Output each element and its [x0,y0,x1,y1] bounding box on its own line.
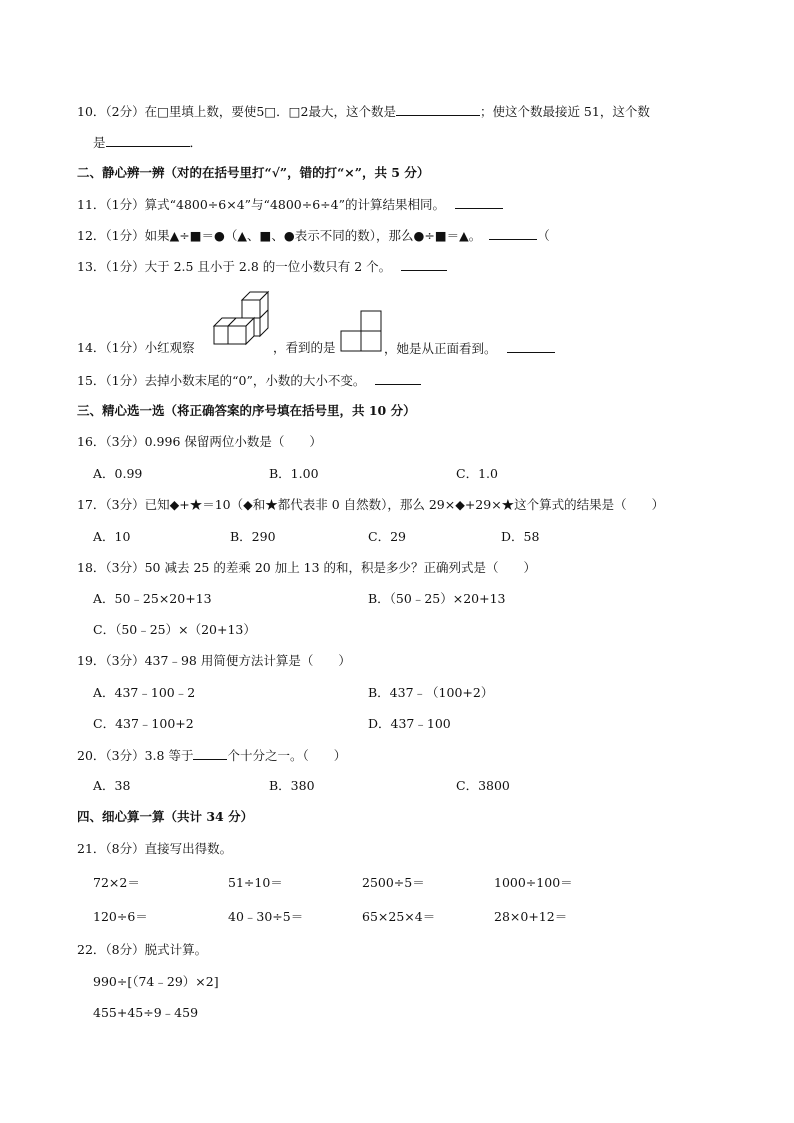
answer-blank[interactable] [401,257,447,271]
q18-option-b[interactable]: B．（50﹣25）×20+13 [368,591,506,606]
q14-text-a: 14．（1分）小红观察 [77,340,195,355]
q21-item: 72×2＝ [93,875,140,890]
q10-text-b: ；使这个数最接近 51，这个数 [479,104,650,119]
q18-option-c[interactable]: C．（50﹣25）×（20+13） [93,622,256,637]
q21-item: 65×25×4＝ [362,909,436,924]
q17-option-b[interactable]: B．290 [230,529,276,544]
q17-option-a[interactable]: A．10 [93,529,131,544]
question-15 [77,371,421,390]
q10-text-a: 10．（2分）在□里填上数，要使5□．□2最大，这个数是 [77,104,396,119]
answer-blank[interactable] [455,195,503,209]
q21-item: 40﹣30÷5＝ [228,909,304,924]
question-16-stem: 16．（3分）0.996 保留两位小数是（ ） [77,434,322,449]
question-13 [77,257,447,276]
q21-item: 2500÷5＝ [362,875,425,890]
q19-option-d[interactable]: D．437﹣100 [368,716,451,731]
q14-text-b-wrap [273,339,336,357]
answer-blank[interactable] [106,133,190,147]
question-17-stem: 17．（3分）已知◆+★＝10（◆和★都代表非 0 自然数），那么 29×◆+29×★这个算式的结果是（ ） [77,497,665,512]
q14-text-c-wrap [384,339,555,358]
q17-option-d[interactable]: D．58 [501,529,540,544]
q15-text: 15．（1分）去掉小数末尾的“0”，小数的大小不变。 [77,373,366,388]
q20-text-a: 20．（3分）3.8 等于 [77,748,194,763]
section-2-heading: 二、静心辨一辨（对的在括号里打“√”，错的打“×”，共 5 分） [77,165,430,180]
q12-paren: （ [537,228,550,243]
q10-text-d: ． [189,135,203,150]
q18-option-a[interactable]: A．50﹣25×20+13 [93,591,212,606]
question-22-stem: 22．（8分）脱式计算。 [77,942,208,957]
q20-option-b[interactable]: B．380 [269,778,315,793]
question-11 [77,195,503,214]
q21-item: 28×0+12＝ [494,909,568,924]
q22-expression-2: 455+45÷9﹣459 [93,1005,199,1020]
q20-option-a[interactable]: A．38 [93,778,131,793]
q21-item: 120÷6＝ [93,909,148,924]
question-18-stem: 18．（3分）50 减去 25 的差乘 20 加上 13 的和，积是多少？正确列式是（ ） [77,560,537,575]
answer-blank[interactable] [375,371,421,385]
section-4-heading: 四、细心算一算（共计 34 分） [77,809,254,824]
question-20-stem [77,746,346,765]
q21-item: 1000÷100＝ [494,875,573,890]
question-19-stem: 19．（3分）437﹣98 用简便方法计算是（ ） [77,653,351,668]
q10-text-c: 是 [93,135,106,150]
q17-option-c[interactable]: C．29 [368,529,406,544]
front-view-figure [340,309,384,353]
question-10-line1 [77,102,650,121]
q11-text: 11．（1分）算式“4800÷6×4”与“4800÷6÷4”的计算结果相同。 [77,197,445,212]
section-3-heading: 三、精心选一选（将正确答案的序号填在括号里，共 10 分） [77,403,416,418]
q14-text-b: ，看到的是 [273,340,336,355]
q19-option-c[interactable]: C．437﹣100+2 [93,716,194,731]
q14-text-c: ，她是从正面看到。 [384,341,497,356]
q16-option-b[interactable]: B．1.00 [269,466,319,481]
q16-option-c[interactable]: C．1.0 [456,466,498,481]
q16-option-a[interactable]: A．0.99 [93,466,143,481]
question-12 [77,226,550,245]
q21-item: 51÷10＝ [228,875,283,890]
question-21-stem: 21．（8分）直接写出得数。 [77,841,233,856]
question-10-line2 [93,133,202,152]
answer-blank[interactable] [396,102,480,116]
answer-blank[interactable] [193,746,227,760]
answer-blank[interactable] [489,226,537,240]
question-14 [77,339,195,357]
q19-option-b[interactable]: B．437﹣（100+2） [368,685,494,700]
q13-text: 13．（1分）大于 2.5 且小于 2.8 的一位小数只有 2 个。 [77,259,392,274]
q20-option-c[interactable]: C．3800 [456,778,510,793]
q20-text-b: 个十分之一。（ ） [227,748,347,763]
q22-expression-1: 990÷[（74﹣29）×2] [93,974,219,989]
q19-option-a[interactable]: A．437﹣100﹣2 [93,685,196,700]
cube-stack-figure [212,290,272,356]
q12-text: 12．（1分）如果▲÷■＝●（▲、■、●表示不同的数），那么●÷■＝▲。 [77,228,482,243]
answer-blank[interactable] [507,339,555,353]
